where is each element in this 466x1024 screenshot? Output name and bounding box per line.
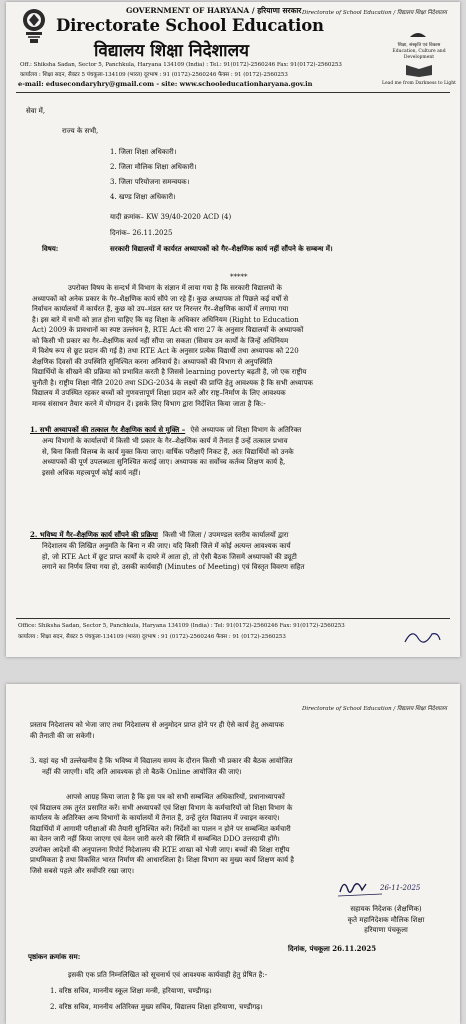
- point2-line: लगाने का निर्णय लिया गया हो, उसकी कार्यवाही (Minutes of Meeting) एवं विस्तृत विवरण सहित: [42, 563, 305, 571]
- cont-line: की तैनाती की जा सकेगी।: [30, 731, 95, 740]
- paragraph-1: [32, 283, 448, 409]
- footer-divider: [16, 618, 450, 619]
- signature-date: 26-11-2025: [380, 884, 421, 892]
- subject-text: सरकारी विद्यालयों में कार्यरत अध्यापकों को गैर–शैक्षणिक कार्य नहीं सौंपने के सम्बन्ध में।: [110, 244, 333, 253]
- govt-heading: GOVERNMENT OF HARYANA / हरियाणा सरकार: [126, 6, 302, 15]
- logo-text-3: Lead me from Darkness to Light: [382, 81, 456, 86]
- final-line: विद्यार्थियों में आगामी परीक्षाओं की तैयारी सुनिश्चित करें। निर्देशों का पालन न होने पर सम्बन्धित कर्मचारी: [30, 824, 291, 833]
- endorsement-item-1: 1. वरिष्ठ सचिव, माननीय स्कूल शिक्षा मन्त्री, हरियाणा, चण्डीगढ़।: [50, 987, 212, 995]
- point-1: [30, 417, 448, 478]
- title-en: Directorate School Education: [56, 16, 324, 35]
- letter-page-1: [6, 2, 460, 657]
- to-label: सेवा में,: [26, 107, 46, 115]
- point-3: [30, 756, 448, 777]
- point1-line: से, बिना किसी विलम्ब के कार्य मुक्त किया जाए। वार्षिक परीक्षाएँ निकट हैं, अतः विद्यार्थियों को उनके: [42, 447, 294, 456]
- top-right-header: Directorate of School Education / विद्यालय शिक्षा निदेशालय: [302, 10, 447, 16]
- point1-line: इससे अधिक महत्त्वपूर्ण कोई कार्य नहीं।: [42, 468, 141, 477]
- final-line: कार्यालय के अतिरिक्त अन्य विभागों के कार्यालयों में तैनात हैं, उन्हें तुरंत विद्यालय में ज्वाइन करवाएं।: [30, 814, 280, 822]
- para1-line: निर्वाचन कार्यालयों में कार्यरत हैं, कुछ को उप–मंडल स्तर पर निरन्तर गैर–शैक्षणिक कार्यों में लगाया गया: [32, 305, 289, 313]
- point1-title: 1. सभी अध्यापकों की तत्काल गैर शैक्षणिक कार्य से मुक्ति –: [30, 425, 186, 434]
- logo-text-1: शिक्षा, संस्कृति एवं विकास: [397, 43, 441, 48]
- final-line: जिसे सबसे पहले और सर्वोपरि रखा जाए।: [30, 866, 135, 875]
- point1-line: अध्यापकों की पूर्ण उपलब्धता सुनिश्चित कराई जाए। अध्यापक का सर्वोच्च कर्तव्य शिक्षण कार्य है,: [42, 458, 286, 466]
- footer-address-en: Office: Shiksha Sadan, Sector 5, Panchkula, Haryana 134109 (India) : Tel: 91(0172)-2560246 Fax: 91(0172)-2560253: [18, 623, 345, 629]
- email-site: e-mail: edusecondaryhry@gmail.com - site: www.schooleducationharyana.gov.in: [18, 80, 313, 88]
- endorsement-item-2: 2. वरिष्ठ सचिव, माननीय अतिरिक्त मुख्य सचिव, विद्यालय शिक्षा हरियाणा, चण्डीगढ़।: [50, 1003, 263, 1011]
- subject-label: विषय:: [42, 244, 59, 253]
- para1-line: चुनौती है। राष्ट्रीय शिक्षा नीति 2020 तथा SDG-2034 के लक्ष्यों की प्राप्ति हेतु आवश्यक है कि सभी अध्यापक: [32, 378, 313, 387]
- page-signature-mark: [402, 624, 442, 650]
- point-2: [30, 522, 448, 573]
- para1-line: मानव संसाधन तैयार करने में योगदान दें। इसके लिए विभाग द्वारा निर्देशित किया जाता है कि:-: [32, 399, 266, 408]
- recipient-4: 4. खण्ड शिक्षा अधिकारी।: [110, 193, 176, 201]
- para1-line: अध्यापकों को अनेक प्रकार के गैर–शैक्षणिक कार्य सौंपे जा रहे हैं। कुछ अध्यापक तो पिछले कई वर्षों से: [32, 294, 289, 303]
- para1-line: विद्यालय में उपस्थित रहकर बच्चों को गुणवत्तापूर्ण शिक्षा प्रदान करें और राष्ट्र–निर्माण के लिए आवश्यक: [32, 389, 286, 397]
- to-all: राज्य के सभी,: [62, 127, 99, 135]
- top-right-header-2: Directorate of School Education / विद्यालय शिक्षा निदेशालय: [302, 706, 447, 712]
- footer-address-hi: कार्यालय : शिक्षा सदन, सैक्टर 5 पंचकूला-134109 (भारत) दूरभाष : 91 (0172)-2560246 फैक्स : 91 (0172)-2560253: [18, 634, 286, 640]
- haryana-emblem-icon: [20, 6, 48, 46]
- final-line: प्राथमिकता है तथा विकसित भारत निर्माण की आधारशिला है। शिक्षा विभाग का मुख्य कार्य शिक्षण कार्य है: [30, 856, 295, 864]
- education-logo: [380, 24, 458, 87]
- memo-number: यादी क्रमांक– KW 39/40-2020 ACD (4): [110, 213, 232, 221]
- final-line: एवं विद्यालय तक तुरंत प्रसारित करें। सभी अध्यापकों एवं शिक्षा विभाग के कर्मचारियों जो शिक्षा विभाग के: [30, 803, 293, 812]
- point2-line: किसी भी जिला / उपमण्डल स्तरीय कार्यालयों द्वारा: [163, 531, 289, 539]
- designation-block: [316, 904, 456, 936]
- signature-icon: [336, 876, 386, 900]
- point2-line: हो, जो RTE Act में छूट प्राप्त कार्यों के दायरे में आता हो, तो ऐसी बैठक जिसमें अध्यापकों की ड्यूटी: [42, 552, 297, 561]
- para1-line: शैक्षणिक दिवसों की उपस्थिति सुनिश्चित करना अनिवार्य है। अध्यापकों की विभाग से अनुपस्थिति: [32, 357, 273, 366]
- recipient-2: 2. जिला मौलिक शिक्षा अधिकारी।: [110, 163, 197, 171]
- para1-line: Act) 2009 के प्रावधानों का स्पष्ट उल्लंघन है, RTE Act की धारा 27 के अनुसार विद्यालयों के अध्यापकों: [32, 326, 304, 334]
- final-line: उपरोक्त आदेशों की अनुपालना रिपोर्ट निदेशालय की RTE शाखा को भेजी जाए। बच्चों की शिक्षा राष्ट्रीय: [30, 845, 290, 854]
- address-en: Off.: Shiksha Sadan, Sector 5, Panchkula, Haryana 134109 (India) : Tel.: 91(0172)-2560246 Fax: 91(0172)-2560253: [20, 62, 342, 68]
- para1-line: विद्यार्थियों के सीखने की प्रक्रिया को प्रभावित करती है जिससे learning poverty बढ़ती है, जो एक राष्ट्रीय: [32, 368, 307, 376]
- point1-line: ऐसे अध्यापक जो शिक्षा विभाग के अतिरिक्त: [190, 426, 302, 434]
- designation-line: कृते महानिदेशक मौलिक शिक्षा: [347, 915, 425, 924]
- para1-line: है। इस बारे में सभी को ज्ञात होना चाहिए कि यह शिक्षा के अधिकार अधिनियम (Right to Education: [32, 315, 299, 324]
- header-divider: [16, 92, 450, 93]
- title-hi: विद्यालय शिक्षा निदेशालय: [94, 41, 249, 61]
- point1-line: अन्य विभागों के कार्यालयों में किसी भी प्रकार के गैर–शैक्षणिक कार्य में तैनात हैं उन्हें तत्काल प्रभाव: [42, 437, 288, 445]
- final-line: आपसे आग्रह किया जाता है कि इस पत्र को सभी सम्बन्धित अधिकारियों, प्रधानाध्यापकों: [66, 793, 285, 801]
- point2-line: निदेशालय की लिखित अनुमति के बिना न की जाए। यदि किसी जिले में कोई अत्यन्त आवश्यक कार्य: [42, 542, 291, 550]
- recipient-1: 1. जिला शिक्षा अधिकारी।: [110, 148, 177, 156]
- point3-line: नहीं की जाएगी। यदि अति आवश्यक हो तो बैठकें Online आयोजित की जाएं।: [42, 767, 242, 776]
- point2-title: 2. भविष्य में गैर–शैक्षणिक कार्य सौंपने की प्रक्रिया: [30, 530, 158, 539]
- book-icon: [404, 61, 434, 77]
- logo-text-2: Education, Culture and Development: [392, 49, 446, 60]
- para1-line: में विशेष रूप से छूट प्रदान की गई है) तथा RTE Act के अनुसार प्रत्येक विद्यार्थी तथा अध्यापक को 220: [32, 347, 299, 355]
- final-line: का वेतन जारी नहीं किया जाएगा एवं वेतन जारी करने की स्थिति में सम्बन्धित DDO उत्तरदायी होंगे।: [30, 835, 280, 843]
- address-hi: कार्यालय : शिक्षा सदन, सैक्टर 5 पंचकूला-134109 (भारत) दूरभाष : 91 (0172)-2560246 फैक्स : 91 (0172)-2560253: [20, 72, 288, 78]
- designation-line: सहायक निदेशक (शैक्षणिक): [350, 905, 422, 913]
- endorsement-label: पृष्ठांकन क्रमांक सम:: [28, 952, 81, 961]
- cont-line: प्रस्ताव निदेशालय को भेजा जाए तथा निदेशालय से अनुमोदन प्राप्त होने पर ही ऐसे कार्य हेतु अध्यापक: [30, 721, 284, 729]
- endorsement-date: दिनांक, पंचकूला 26.11.2025: [288, 944, 377, 953]
- endorsement-intro: इसकी एक प्रति निम्नलिखित को सूचनार्थ एवं आवश्यक कार्यवाही हेतु प्रेषित है:-: [68, 971, 268, 979]
- para1-line: को किसी भी प्रकार का गैर–शैक्षणिक कार्य नहीं सौंपा जा सकता (सिवाय उन कार्यों के जिन्हें अधिनियम: [32, 336, 289, 345]
- continuation-paragraph: [30, 720, 448, 741]
- separator-stars: *****: [230, 273, 248, 281]
- letter-page-2: [6, 684, 460, 1024]
- final-paragraph: [30, 792, 448, 876]
- designation-line: हरियाणा पंचकूला: [364, 926, 408, 934]
- memo-date: दिनांक– 26.11.2025: [110, 229, 173, 237]
- lamp-icon: [408, 27, 428, 39]
- recipient-3: 3. जिला परियोजना समन्वयक।: [110, 178, 190, 186]
- point3-line: 3. यहां यह भी उल्लेखनीय है कि भविष्य में विद्यालय समय के दौरान किसी भी प्रकार की बैठक आयोजित: [30, 757, 293, 765]
- para1-line: उपरोक्त विषय के सन्दर्भ में विभाग के संज्ञान में लाया गया है कि सरकारी विद्यालयों के: [68, 284, 282, 292]
